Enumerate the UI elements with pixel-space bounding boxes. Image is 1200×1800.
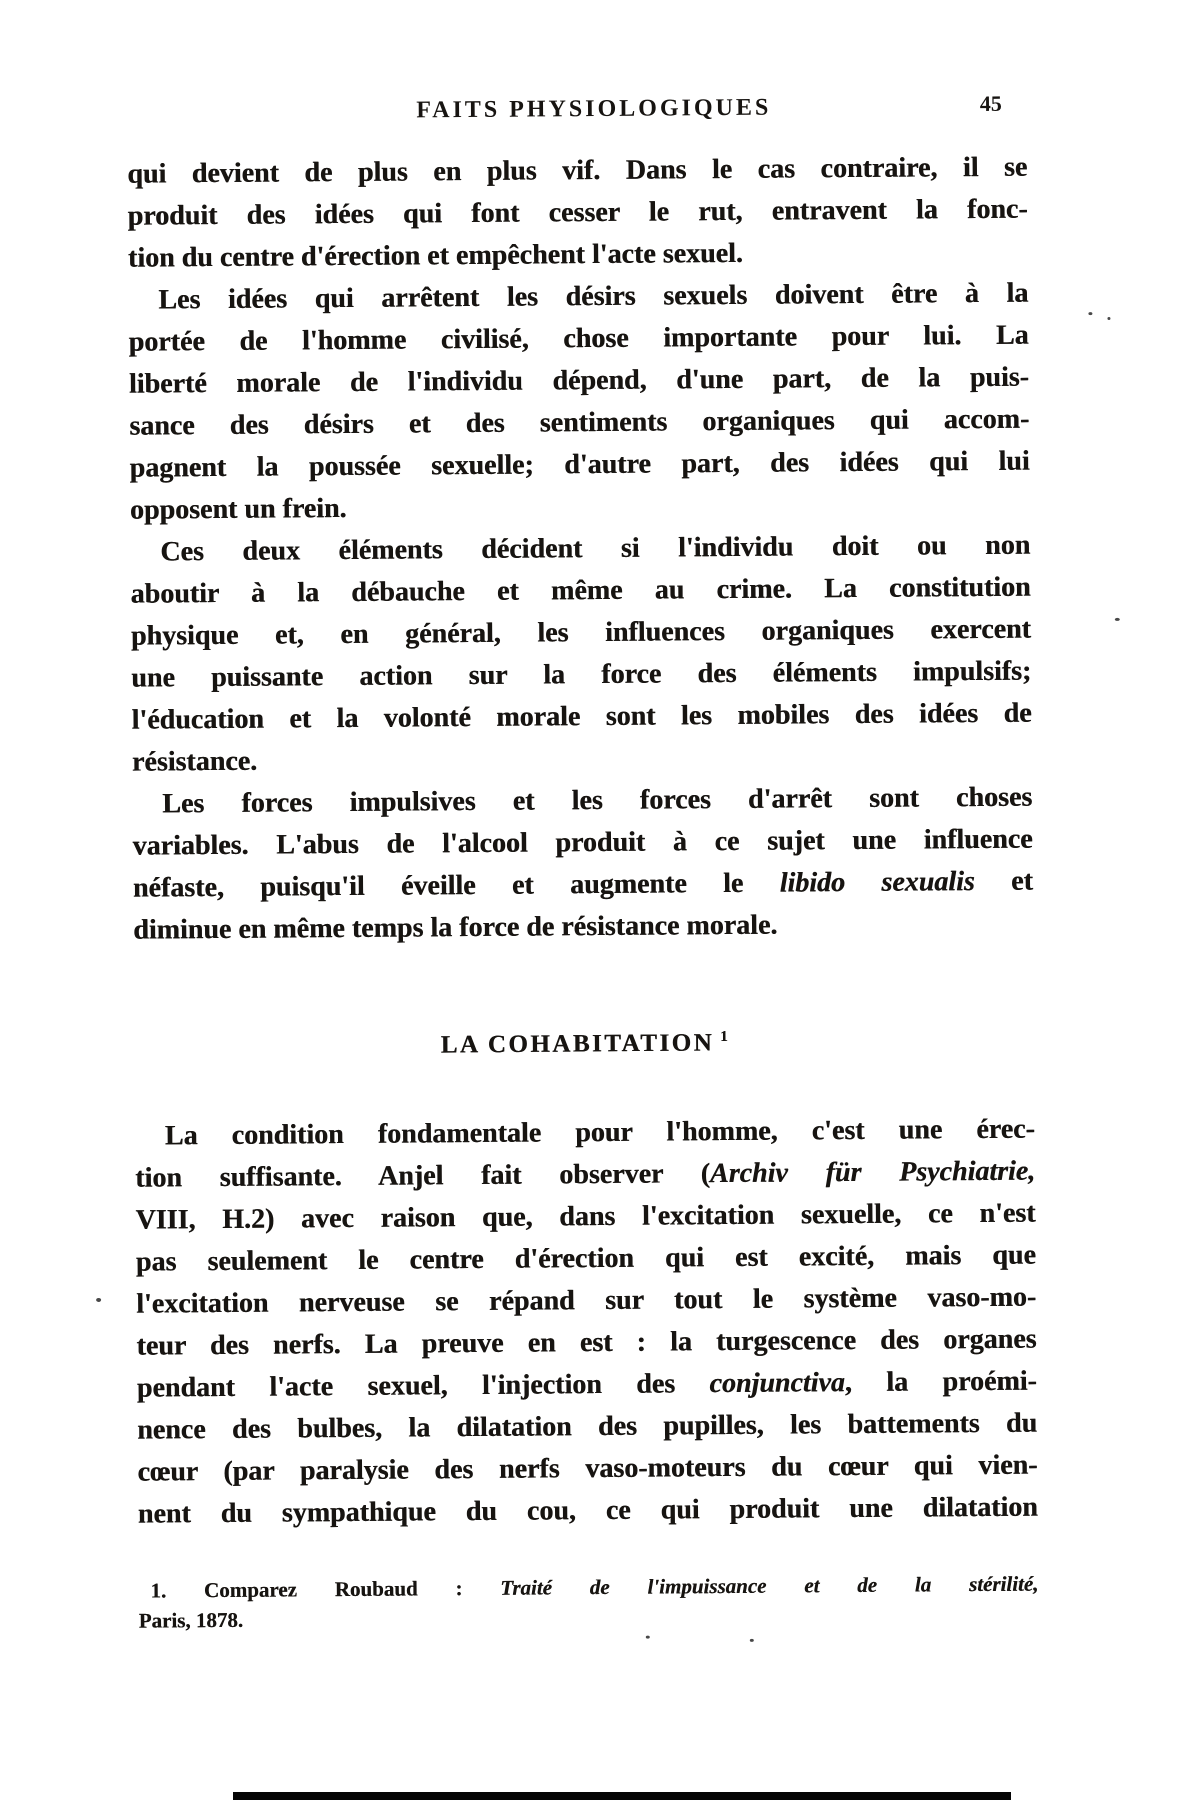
- text-line: diminue en même temps la force de résistance morale.: [133, 909, 778, 946]
- text-line: qui devient de plus en plus vif. Dans le cas contraire, il se: [127, 151, 1028, 190]
- text-line: Paris, 1878.: [138, 1607, 244, 1633]
- text-line: néfaste, puisqu'il éveille et augmente le libido sexualis et: [132, 865, 1033, 904]
- text-line: teur des nerfs. La preuve en est : la turgescence des organes: [136, 1323, 1037, 1362]
- text-line: pagnent la poussée sexuelle; d'autre part, des idées qui lui: [129, 445, 1030, 484]
- footnote: [138, 1569, 1038, 1636]
- scan-speck: [1088, 312, 1092, 315]
- text-line: aboutir à la débauche et même au crime. La constitution: [130, 571, 1031, 610]
- scan-speck: [646, 1636, 650, 1639]
- footnote-paragraph: [138, 1569, 1038, 1636]
- paragraph: [135, 1109, 1038, 1536]
- text-line: tion du centre d'érection et empêchent l'acte sexuel.: [127, 237, 743, 274]
- text-line: liberté morale de l'individu dépend, d'une part, de la puis-: [128, 361, 1030, 400]
- text-line: variables. L'abus de l'alcool produit à ce sujet une influence: [132, 823, 1033, 862]
- footnote-marker: 1: [719, 1029, 728, 1046]
- main-text-block: [127, 147, 1033, 952]
- text-line: tion suffisante. Anjel fait observer (Archiv für Psychiatrie,: [135, 1155, 1036, 1194]
- text-line: nence des bulbes, la dilatation des pupilles, les battements du: [137, 1407, 1038, 1446]
- paragraph: [132, 777, 1033, 952]
- text-line: produit des idées qui font cesser le rut, entravent la fonc-: [127, 193, 1028, 232]
- text-line: Les idées qui arrêtent les désirs sexuels doivent être à la: [158, 277, 1029, 316]
- text-line: opposent un frein.: [129, 492, 347, 526]
- page-title: FAITS PHYSIOLOGIQUES: [416, 94, 772, 124]
- text-line: Les forces impulsives et les forces d'arrêt sont choses: [162, 781, 1033, 820]
- scan-artifact-bar: [233, 1792, 1011, 1800]
- scan-speck: [1107, 317, 1110, 320]
- text-line: pendant l'acte sexuel, l'injection des conjunctiva, la proémi-: [136, 1365, 1037, 1404]
- text-line: une puissante action sur la force des éléments impulsifs;: [131, 655, 1032, 694]
- scan-speck: [750, 1639, 754, 1642]
- section-text-block: [135, 1109, 1038, 1536]
- running-header: [0, 91, 1194, 127]
- paragraph: [128, 273, 1030, 532]
- text-line: l'éducation et la volonté morale sont les mobiles des idées de: [131, 697, 1032, 736]
- page-number: 45: [979, 90, 1002, 116]
- text-line: résistance.: [131, 745, 258, 778]
- text-line: cœur (par paralysie des nerfs vaso-moteurs du cœur qui vien-: [137, 1449, 1038, 1488]
- text-line: Ces deux éléments décident si l'individu doit ou non: [160, 529, 1031, 568]
- text-line: pas seulement le centre d'érection qui est excité, mais que: [135, 1239, 1036, 1278]
- text-line: physique et, en général, les influences organiques exercent: [130, 613, 1032, 652]
- text-line: VIII, H.2) avec raison que, dans l'excitation sexuelle, ce n'est: [135, 1197, 1036, 1236]
- text-line: portée de l'homme civilisé, chose importante pour lui. La: [128, 319, 1029, 358]
- section-heading-text: LA COHABITATION: [440, 1029, 715, 1059]
- text-line: La condition fondamentale pour l'homme, c'est une érec-: [164, 1113, 1035, 1152]
- text-line: 1. Comparez Roubaud : Traité de l'impuissance et de la stérilité,: [150, 1571, 1039, 1603]
- text-line: l'excitation nerveuse se répand sur tout le système vaso-mo-: [136, 1281, 1037, 1320]
- scan-speck: [1115, 618, 1120, 621]
- section-heading: [134, 1027, 1034, 1062]
- scan-speck: [96, 1298, 101, 1302]
- paragraph: [130, 525, 1032, 784]
- text-line: nent du sympathique du cou, ce qui produit une dilatation: [137, 1491, 1038, 1530]
- text-line: sance des désirs et des sentiments organiques qui accom-: [129, 403, 1030, 442]
- paragraph: [127, 147, 1028, 280]
